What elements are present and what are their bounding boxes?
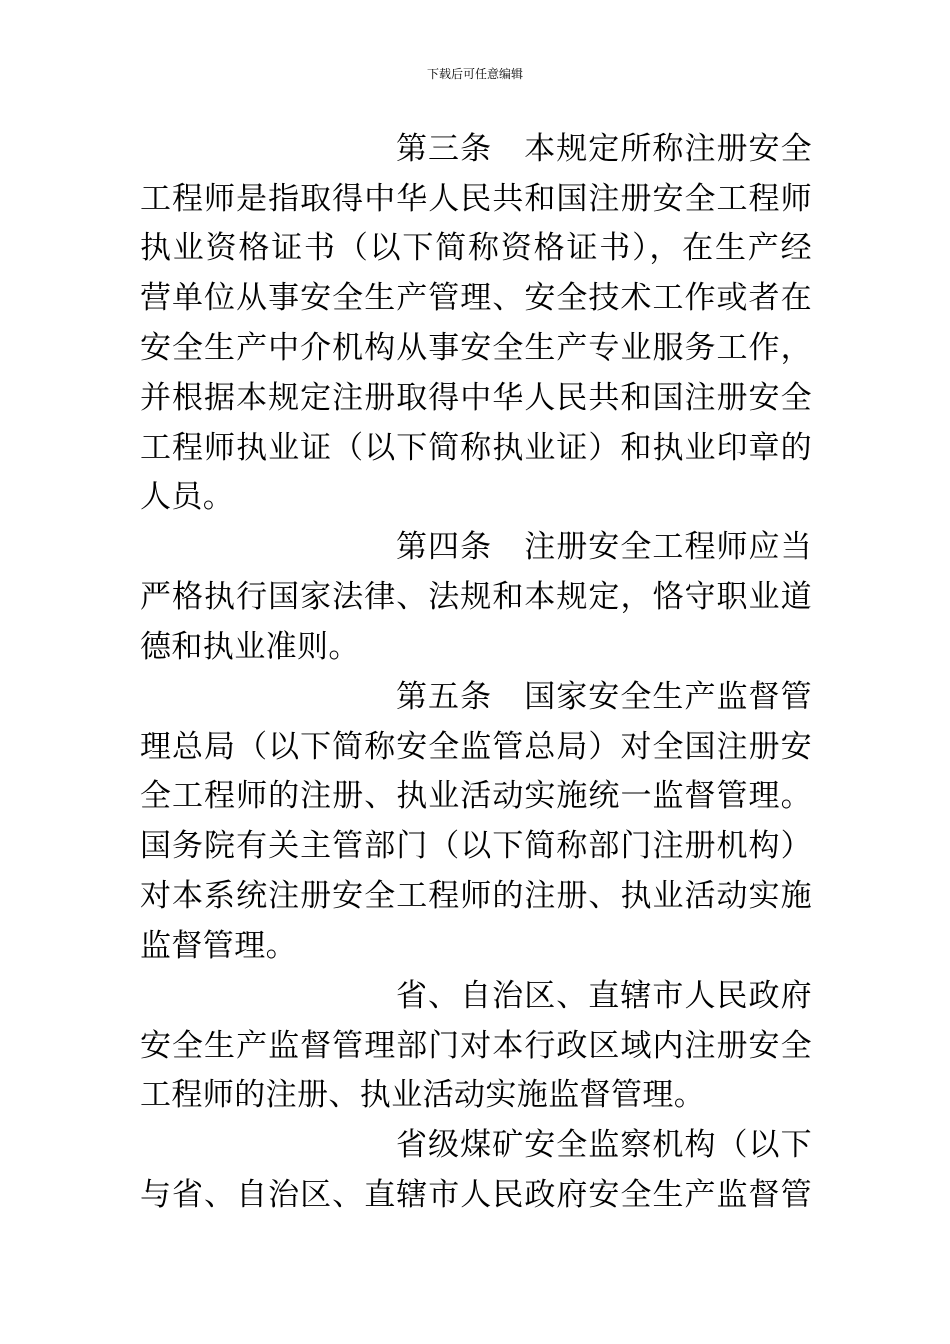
text-line: 德和执业准则。 (140, 629, 360, 665)
text-line: 安全生产监督管理部门对本行政区域内注册安全 (140, 1028, 812, 1064)
text-line: 安全生产中介机构从事安全生产专业服务工作， (140, 330, 812, 366)
text-line: 执业资格证书（以下简称资格证书），在生产经 (140, 230, 812, 266)
text-line: 工程师是指取得中华人民共和国注册安全工程师 (140, 181, 812, 217)
text-line: 省、自治区、直辖市人民政府 (396, 978, 812, 1014)
text-line: 第五条 国家安全生产监督管 (396, 679, 812, 715)
text-line: 第四条 注册安全工程师应当 (396, 529, 812, 565)
text-line: 监督管理。 (140, 928, 297, 964)
text-line: 对本系统注册安全工程师的注册、执业活动实施 (140, 878, 812, 914)
text-line: 工程师的注册、执业活动实施监督管理。 (140, 1077, 706, 1113)
text-line: 国务院有关主管部门（以下简称部门注册机构） (140, 828, 812, 864)
header-note: 下载后可任意编辑 (426, 67, 523, 81)
text-line: 与省、自治区、直辖市人民政府安全生产监督管 (140, 1177, 812, 1213)
text-line: 营单位从事安全生产管理、安全技术工作或者在 (140, 280, 812, 316)
text-line: 第三条 本规定所称注册安全 (396, 131, 812, 167)
text-line: 并根据本规定注册取得中华人民共和国注册安全 (140, 380, 812, 416)
text-line: 全工程师的注册、执业活动实施统一监督管理。 (140, 778, 812, 814)
text-line: 工程师执业证（以下简称执业证）和执业印章的 (140, 430, 812, 466)
text-line: 省级煤矿安全监察机构（以下 (396, 1127, 812, 1163)
text-line: 理总局（以下简称安全监管总局）对全国注册安 (140, 729, 812, 765)
text-line: 人员。 (140, 479, 235, 515)
text-line: 严格执行国家法律、法规和本规定，恪守职业道 (140, 579, 812, 615)
